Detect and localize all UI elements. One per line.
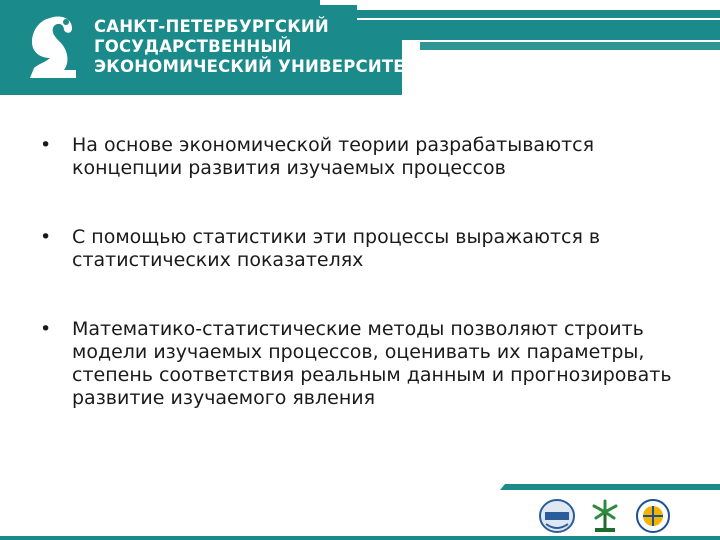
bullet-item: [38, 318, 688, 410]
bullet-dot-icon: •: [40, 318, 52, 340]
university-name-line-2: ГОСУДАРСТВЕННЫЙ: [94, 37, 292, 56]
bullet-list: [38, 134, 688, 410]
bullet-dot-icon: •: [40, 226, 52, 248]
header-banner: [0, 0, 720, 95]
bullet-text: На основе экономической теории разрабатываются концепции развития изучаемых процессов: [72, 134, 595, 179]
palm-logo-icon: [586, 498, 624, 534]
university-name-line-1: САНКТ-ПЕТЕРБУРГСКИЙ: [94, 17, 329, 36]
bullet-item: [38, 134, 688, 180]
emblem-logo-icon: [538, 498, 576, 534]
bullet-item: [38, 226, 688, 272]
bullet-text: Математико-статистические методы позволяют строить модели изучаемых процессов, оценивать их параметры, степень соответствия реальным данным и прогнозировать развитие изучаемого явления: [72, 318, 672, 409]
griffin-logo-icon: [20, 12, 88, 84]
globe-logo-icon: [634, 498, 672, 534]
university-name-line-3: ЭКОНОМИЧЕСКИЙ УНИВЕРСИТЕТ: [94, 57, 417, 76]
bullet-text: С помощью статистики эти процессы выражаются в статистических показателях: [72, 226, 601, 271]
university-name: [94, 17, 416, 77]
partner-logos: [538, 498, 672, 534]
slide-content: [38, 134, 688, 456]
bullet-dot-icon: •: [40, 134, 52, 156]
